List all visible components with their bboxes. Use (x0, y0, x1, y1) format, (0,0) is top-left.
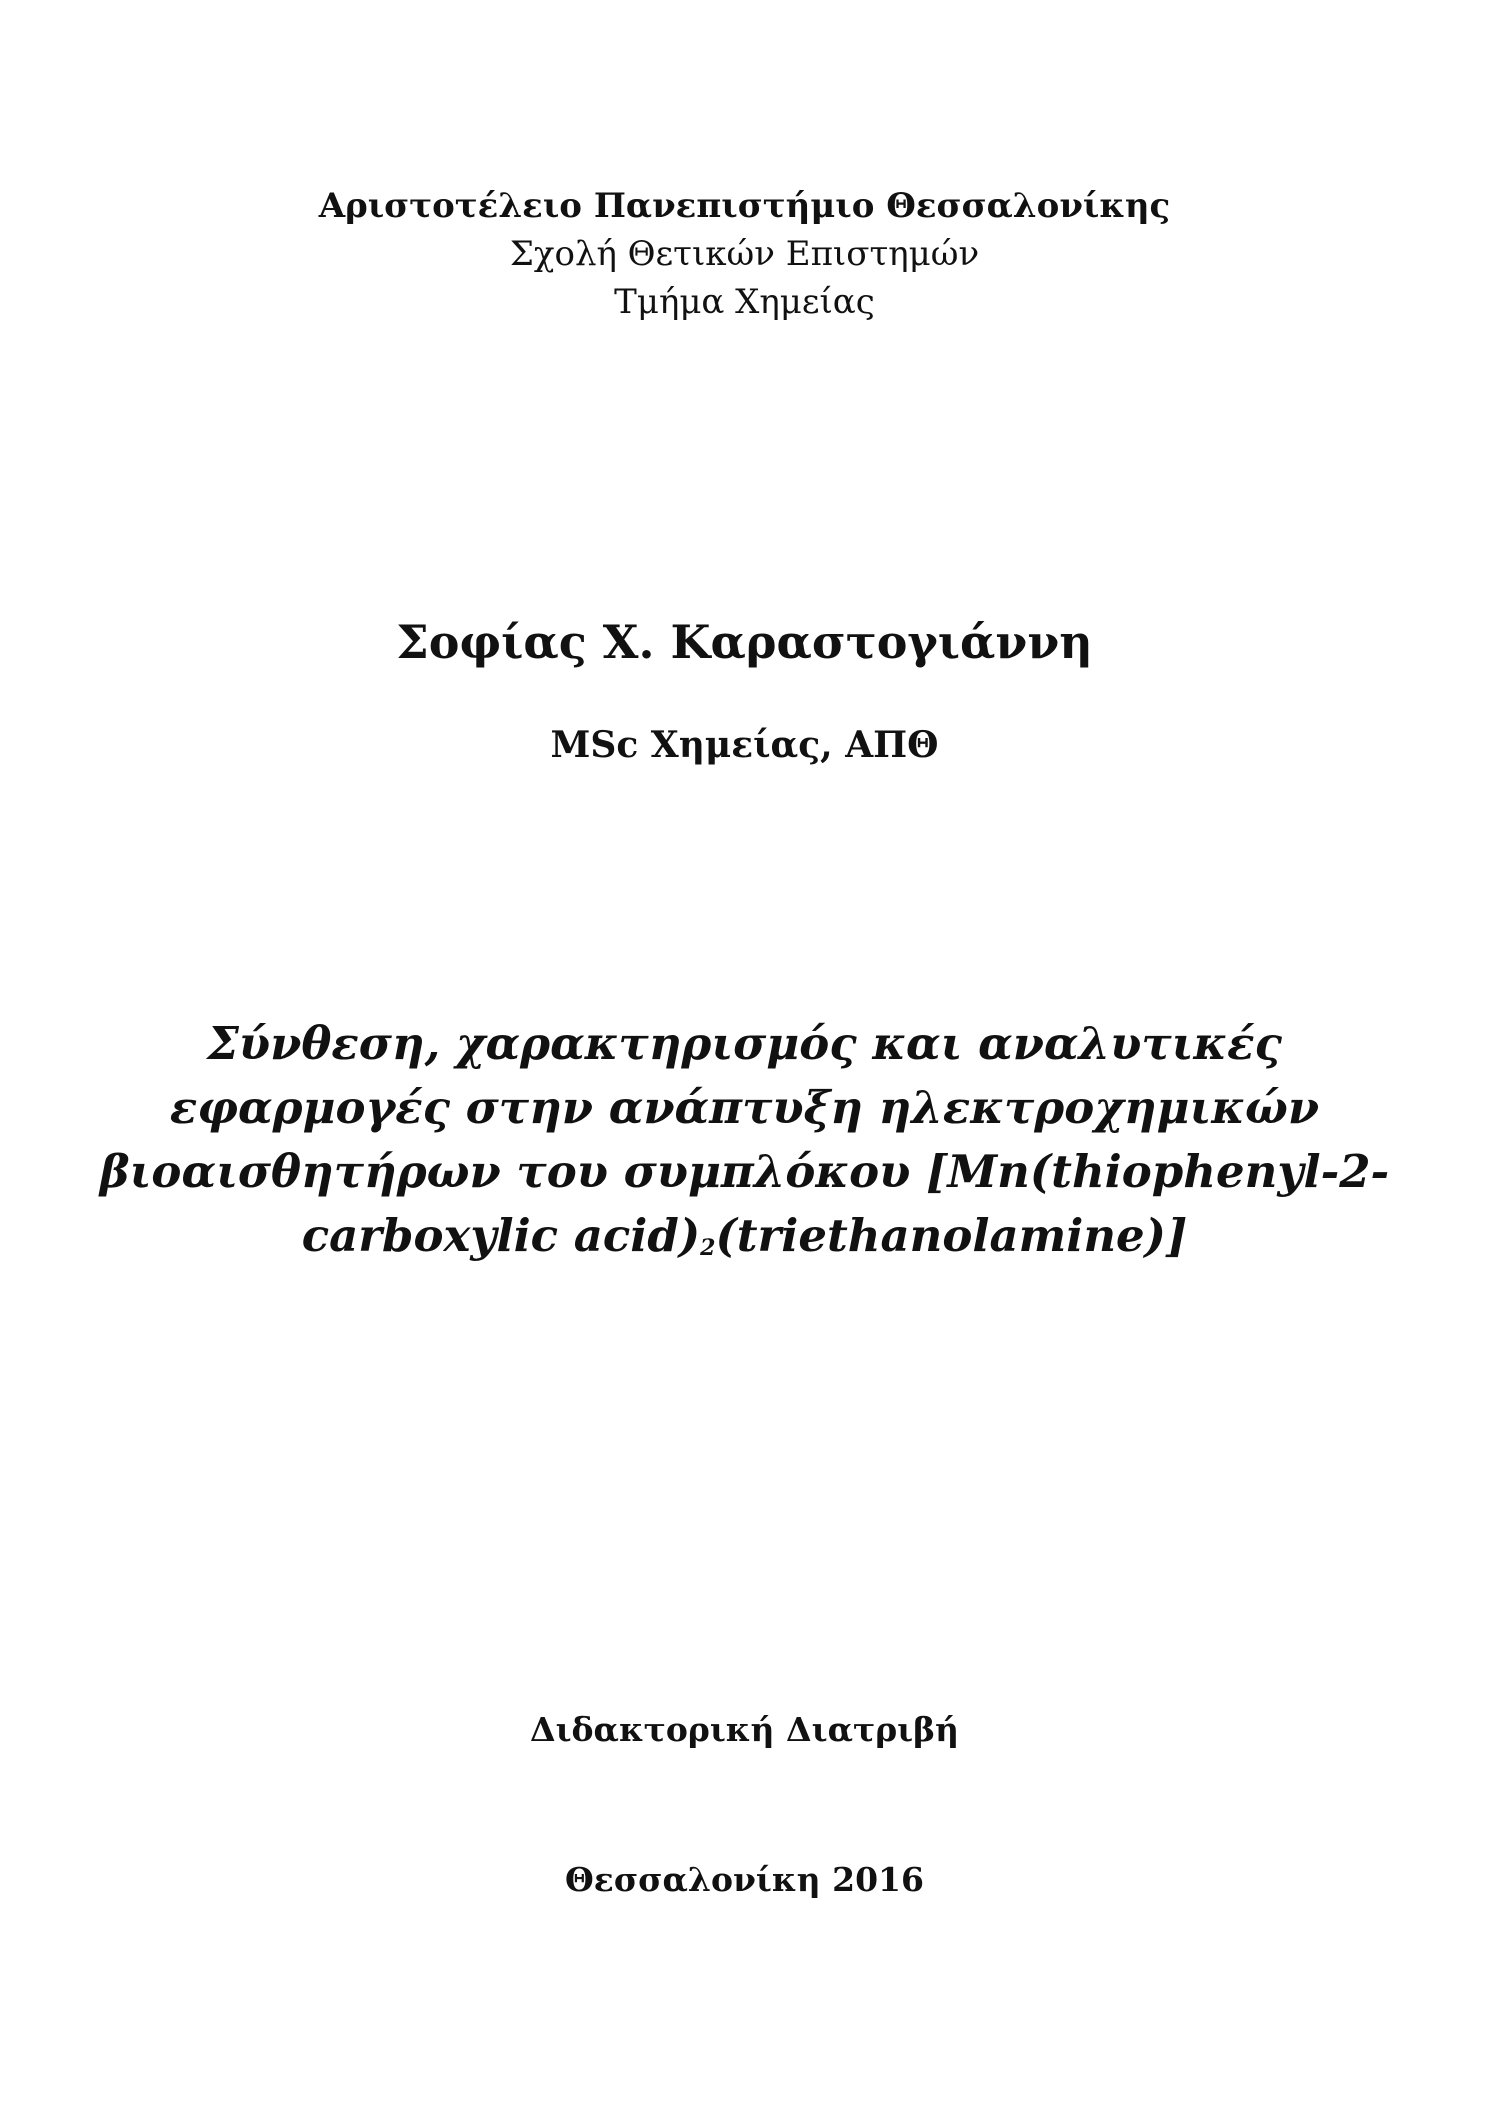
place-and-year: Θεσσαλονίκη 2016 (565, 1860, 924, 1899)
author-name: Σοφίας Χ. Καραστογιάννη (396, 615, 1093, 669)
thesis-title (0, 1012, 1489, 1280)
department-name: Τμήμα Χημείας (614, 282, 875, 322)
author-block (0, 612, 1489, 672)
document-type-block (0, 1706, 1489, 1754)
document-type: Διδακτορική Διατριβή (529, 1710, 960, 1749)
university-name: Αριστοτέλειο Πανεπιστήμιο Θεσσαλονίκης (318, 186, 1171, 226)
title-line-4-part-a: carboxylic acid) (301, 1209, 701, 1262)
title-line-4 (0, 1204, 1489, 1280)
author-degree: MSc Χημείας, ΑΠΘ (550, 724, 939, 766)
title-line-3: βιοαισθητήρων του συμπλόκου [Mn(thiophenyl-2- (99, 1145, 1390, 1198)
title-line-1: Σύνθεση, χαρακτηρισμός και αναλυτικές (207, 1017, 1282, 1070)
title-line-4-part-b: (triethanolamine)] (715, 1209, 1188, 1262)
school-name: Σχολή Θετικών Επιστημών (509, 234, 980, 274)
title-line-2: εφαρμογές στην ανάπτυξη ηλεκτροχημικών (169, 1081, 1320, 1134)
degree-block (0, 720, 1489, 770)
title-line-4-subscript: 2 (700, 1235, 716, 1261)
place-year-block (0, 1856, 1489, 1904)
institution-block (0, 182, 1489, 326)
